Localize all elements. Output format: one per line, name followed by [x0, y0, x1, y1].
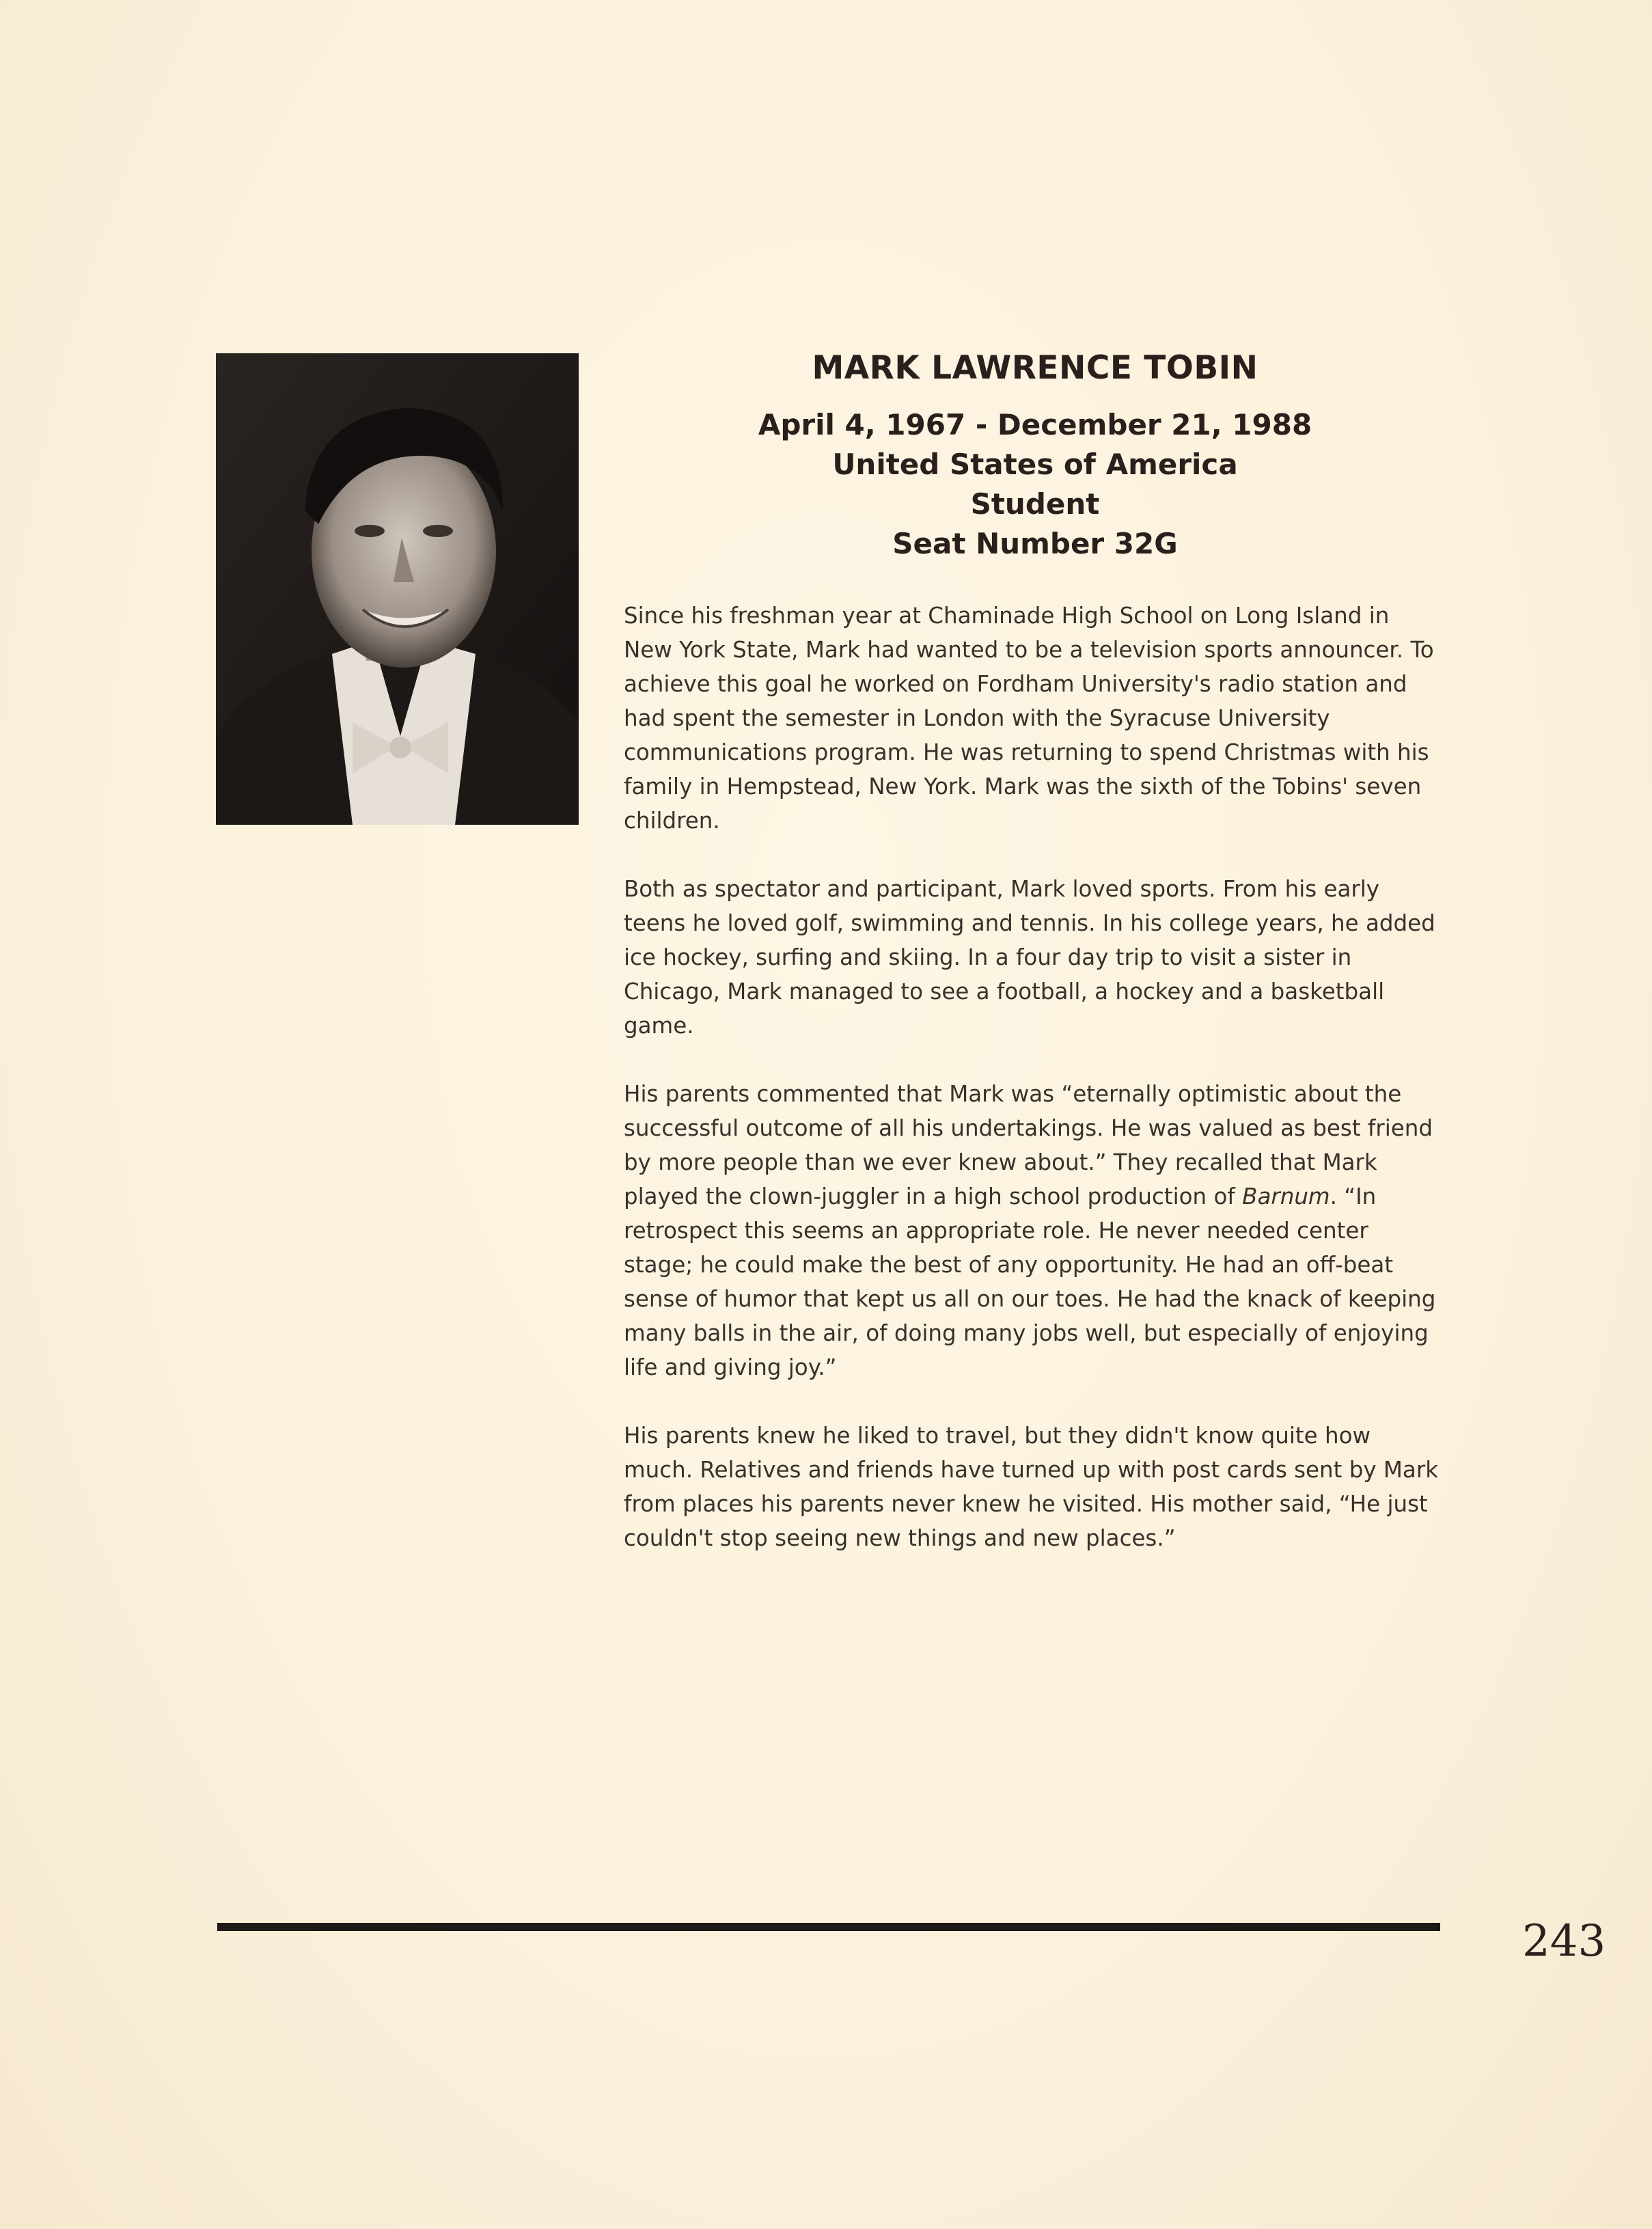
production-title: Barnum	[1242, 1184, 1330, 1209]
life-dates: April 4, 1967 - December 21, 1988	[758, 408, 1312, 441]
occupation: Student	[970, 487, 1100, 521]
seat-number: Seat Number 32G	[892, 527, 1178, 560]
paragraph-4: His parents knew he liked to travel, but they didn't know quite how much. Relatives and friends have turned up with post cards sent by Mark from places his parents never knew he visited. His mother said, “He just couldn't stop seeing new things and new places.”	[624, 1423, 1439, 1551]
header-block	[683, 345, 1387, 564]
country: United States of America	[832, 448, 1238, 481]
biography-text	[624, 599, 1440, 1589]
paragraph-1: Since his freshman year at Chaminade High School on Long Island in New York State, Mark had wanted to be a television sports announcer. To achieve this goal he worked on Fordham University's radio station and had spent the semester in London with the Syracuse University communications program. He was returning to spend Christmas with his family in Hempstead, New York. Mark was the sixth of the Tobins' seven children.	[624, 603, 1434, 834]
paragraph-2: Both as spectator and participant, Mark loved sports. From his early teens he loved golf, swimming and tennis. In his college years, he added ice hockey, surfing and skiing. In a four day trip to visit a sister in Chicago, Mark managed to see a football, a hockey and a basketball game.	[624, 876, 1435, 1039]
portrait-photo	[216, 353, 579, 825]
paragraph-3-end: . “In retrospect this seems an appropriate role. He never needed center stage; he could make the best of any opportunity. He had an off-beat sense of humor that kept us all on our toes. He had the knack of keeping many balls in the air, of doing many jobs well, but especially of enjoying life and giving joy.”	[624, 1184, 1436, 1380]
paragraph-3	[624, 1077, 1440, 1384]
footer-rule	[217, 1923, 1440, 1931]
page-number: 243	[1522, 1916, 1606, 1967]
paragraph-3-start: His parents commented that Mark was “eternally optimistic about the successful outcome of all his undertakings. He was valued as best friend by more people than we ever knew about.” They recalled that Mark played the clown-juggler in a high school production of	[624, 1081, 1433, 1209]
person-name: MARK LAWRENCE TOBIN	[812, 349, 1258, 387]
